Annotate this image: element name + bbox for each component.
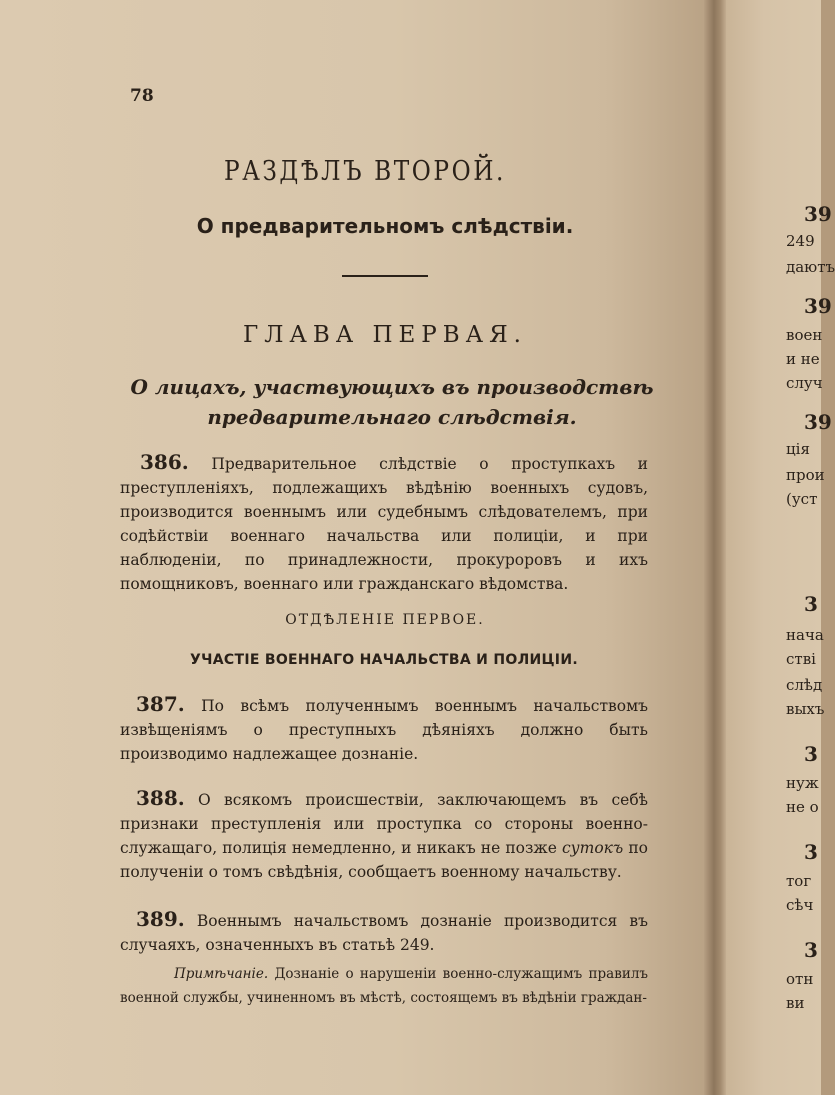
facing-page (726, 0, 835, 1095)
facing-fragment: случ (786, 374, 823, 392)
department-subtitle: УЧАСТIЕ ВОЕННАГО НАЧАЛЬСТВА И ПОЛИЦIИ. (190, 652, 578, 668)
article-389-number: 389. (136, 907, 185, 931)
facing-fragment: прои (786, 466, 825, 484)
facing-fragment: цiя (786, 440, 810, 458)
facing-fragment: даютъ (786, 258, 835, 276)
department-title: ОТДѢЛЕНIЕ ПЕРВОЕ. (285, 612, 485, 628)
article-386 (120, 450, 648, 596)
facing-fragment: воен (786, 326, 823, 344)
facing-fragment: отн (786, 970, 814, 988)
article-388-number: 388. (136, 786, 185, 810)
facing-fragment: 3 (804, 938, 818, 962)
facing-fragment: 3 (804, 742, 818, 766)
facing-fragment: сѣч (786, 896, 814, 914)
facing-fragment: 3 (804, 592, 818, 616)
section-subtitle: О предварительномъ слѣдствiи. (196, 214, 574, 238)
note-label: Примѣчанiе. (174, 966, 269, 982)
facing-fragment: тог (786, 872, 812, 890)
note (120, 962, 648, 1010)
divider-rule (342, 275, 428, 277)
article-389 (120, 907, 648, 957)
article-388-text-after: по полученiи о томъ свѣдѣнiя, сообщаетъ военному начальству. (120, 839, 648, 881)
facing-fragment: и не (786, 350, 820, 368)
facing-fragment: нуж (786, 774, 819, 792)
book-gutter (704, 0, 726, 1095)
note-text: Дознанiе о нарушенiи военно-служащимъ правилъ военной службы, учиненномъ въ мѣстѣ, состоящемъ въ вѣдѣнiи граждан- (120, 966, 648, 1006)
facing-fragment: нача (786, 626, 824, 644)
facing-fragment: 249 (786, 232, 815, 250)
article-387-text: По всѣмъ полученнымъ военнымъ начальствомъ извѣщенiямъ о преступныхъ дѣянiяхъ должно быть производимо надлежащее дознанiе. (120, 697, 648, 763)
facing-fragment: 39 (804, 410, 832, 434)
section-title: РАЗДѢЛЪ ВТОРОЙ. (223, 156, 507, 187)
article-387-number: 387. (136, 692, 185, 716)
chapter-subtitle: О лицахъ, участвующихъ въ производствѣ предварительнаго слѣдствiя. (130, 375, 654, 429)
article-386-number: 386. (140, 450, 189, 474)
article-386-text: Предварительное слѣдствiе о проступкахъ и преступленiяхъ, подлежащихъ вѣдѣнiю военныхъ судовъ, производится военнымъ или судебнымъ слѣдователемъ, при содѣйствiи военнаго начальства или полицiи, и при наблюденiи, по принадлежности, прокуроровъ и ихъ помощниковъ, военнаго или гражданскаго вѣдомства. (120, 455, 648, 593)
facing-fragment: 3 (804, 840, 818, 864)
facing-fragment: (уст (786, 490, 818, 508)
facing-fragment: ствi (786, 650, 816, 668)
facing-fragment: 39 (804, 202, 832, 226)
facing-fragment: слѣд (786, 676, 823, 694)
page-number: 78 (130, 86, 154, 106)
chapter-title: ГЛАВА ПЕРВАЯ. (242, 322, 527, 348)
article-387 (120, 692, 648, 766)
article-388 (120, 786, 648, 884)
article-388-text-before: О всякомъ происшествiи, заключающемъ въ себѣ признаки преступленiя или проступка со стороны военно-служащаго, полицiя немедленно, и никакъ не позже (120, 791, 648, 857)
facing-fragment: ви (786, 994, 805, 1012)
facing-fragment: выхъ (786, 700, 825, 718)
article-388-text-italic: сутокъ (561, 839, 624, 857)
facing-fragment: не о (786, 798, 819, 816)
facing-fragment: 39 (804, 294, 832, 318)
article-389-text: Военнымъ начальствомъ дознанiе производится въ случаяхъ, означенныхъ въ статьѣ 249. (120, 912, 648, 954)
